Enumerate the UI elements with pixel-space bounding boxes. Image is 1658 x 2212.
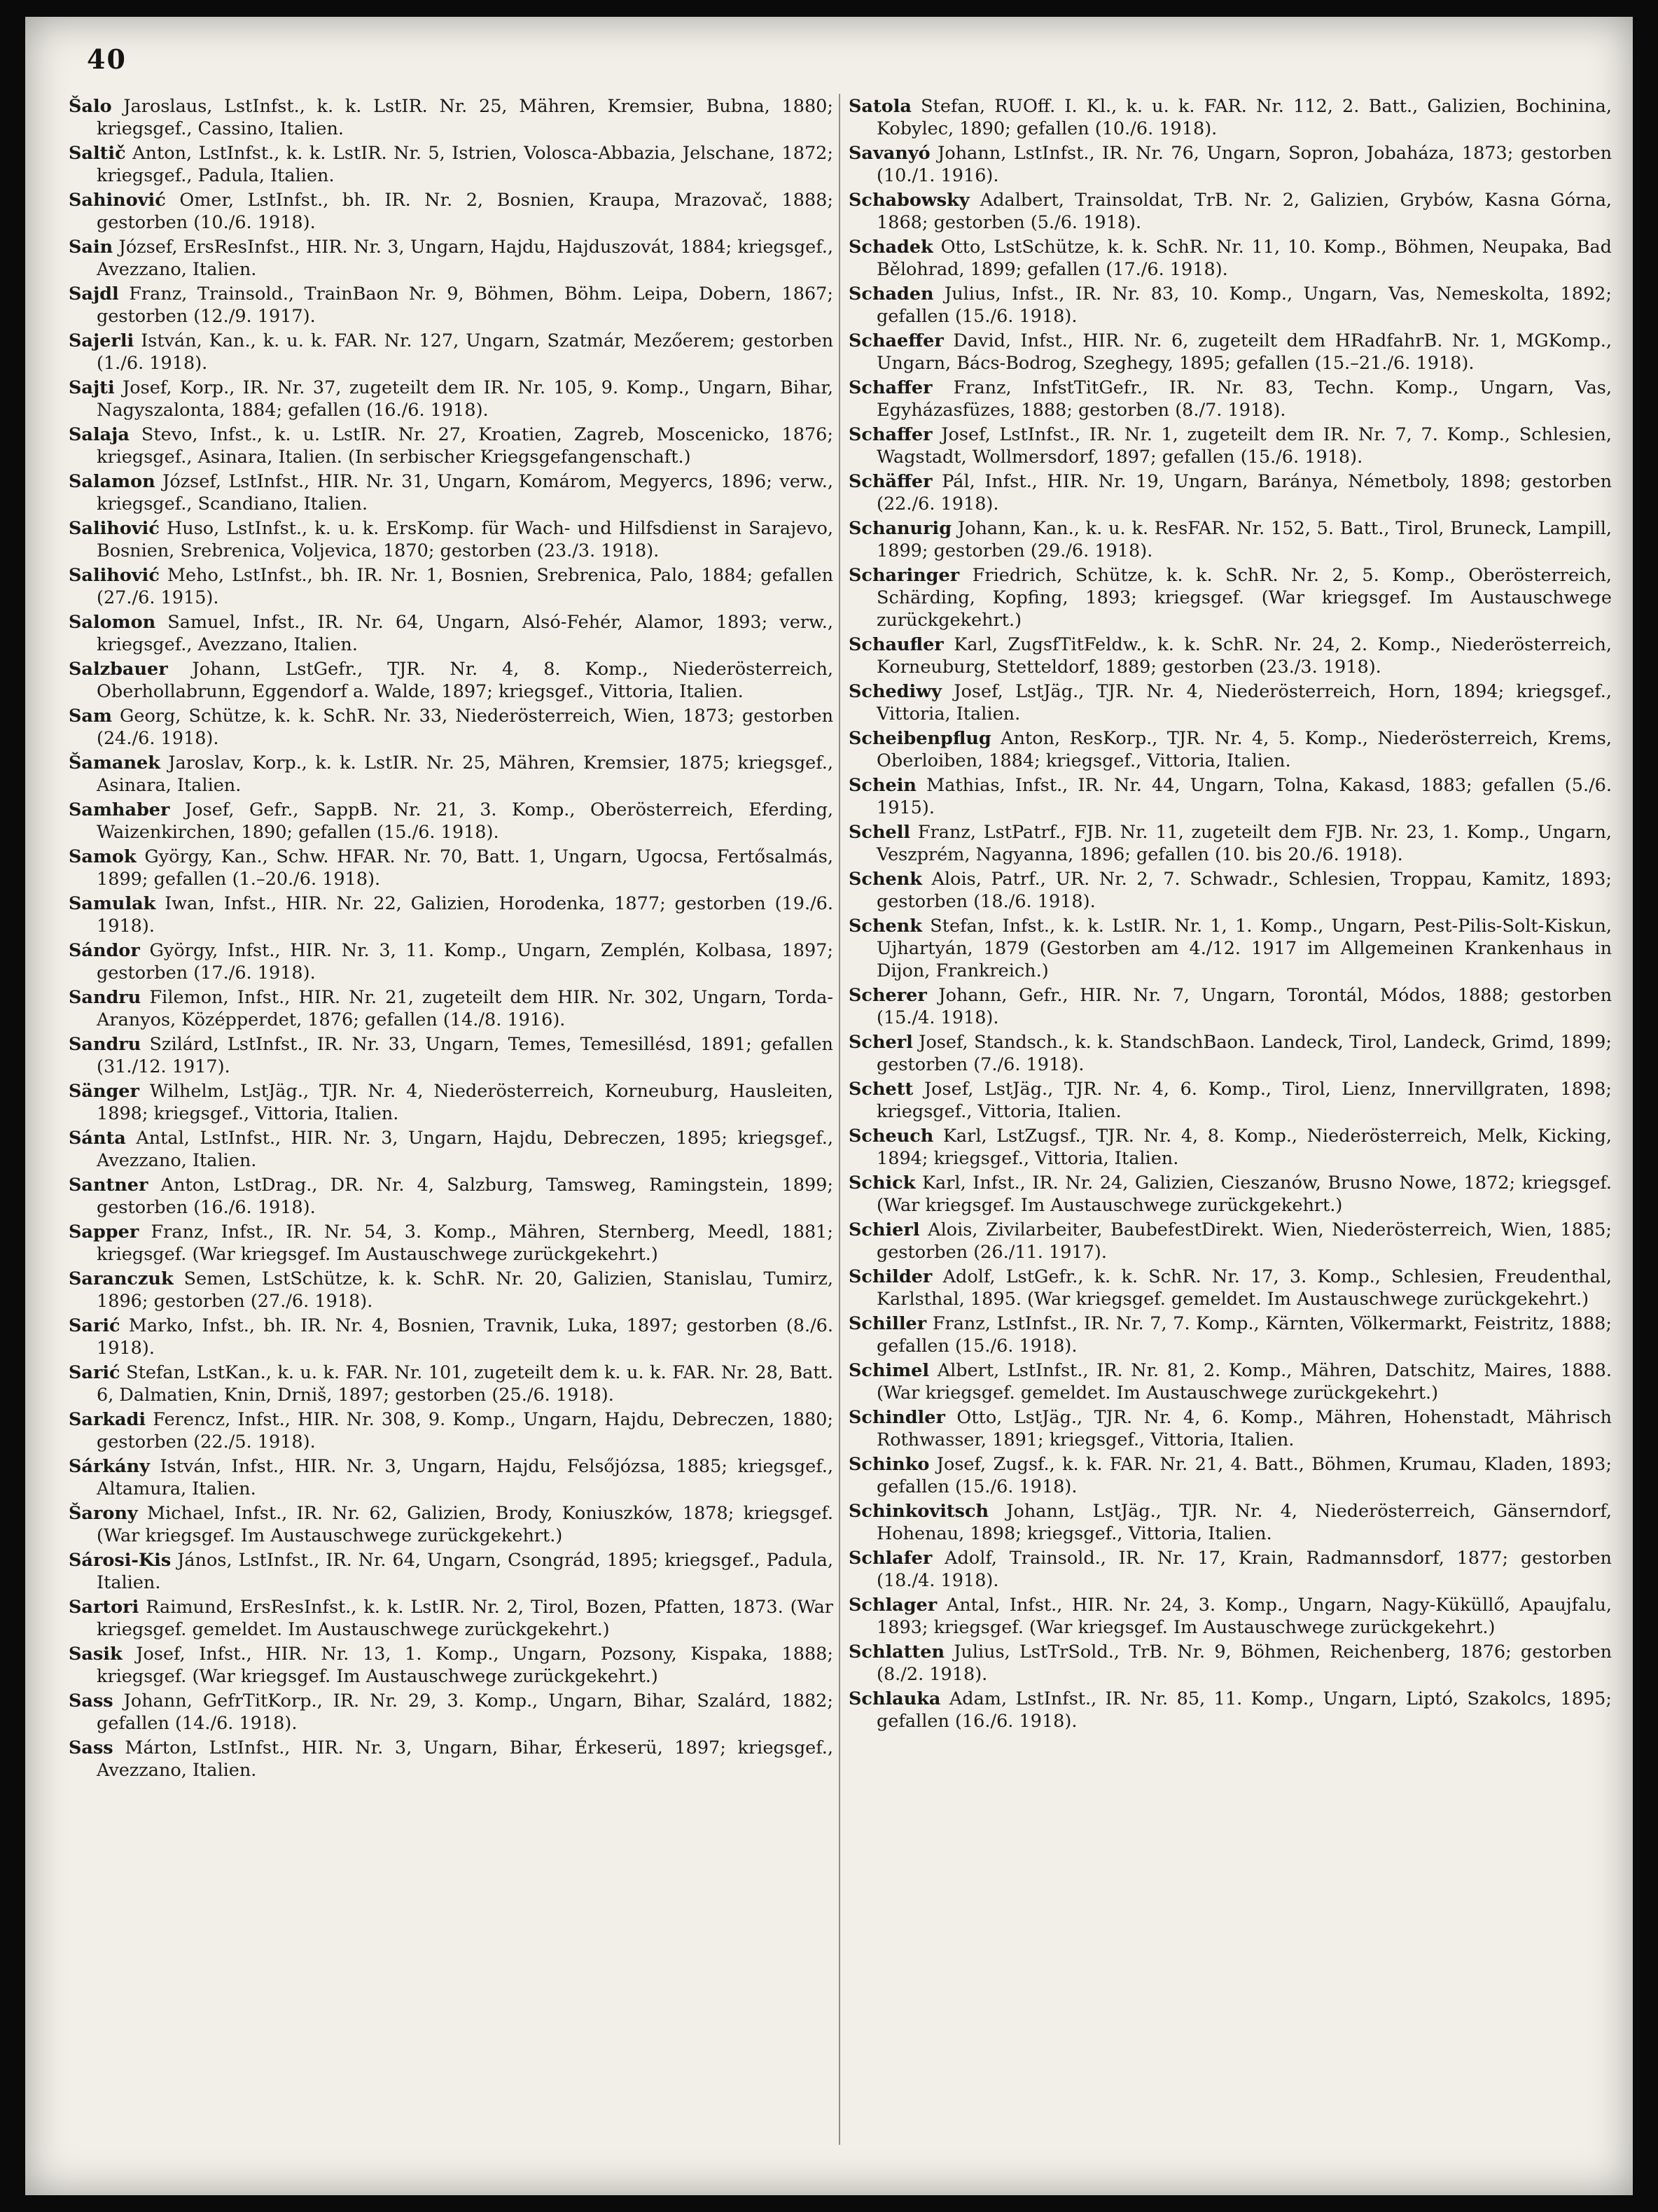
entry-surname: Schinkovitsch bbox=[849, 1501, 989, 1522]
register-entry bbox=[849, 1266, 1612, 1310]
left-column bbox=[69, 95, 833, 1784]
entry-surname: Sarić bbox=[69, 1315, 120, 1336]
entry-details: János, LstInfst., IR. Nr. 64, Ungarn, Csongrád, 1895; kriegsgef., Padula, Italien. bbox=[97, 1550, 833, 1593]
entry-details: Antal, Infst., HIR. Nr. 24, 3. Komp., Ungarn, Nagy-Küküllő, Apaujfalu, 1893; kriegsgef. (War kriegsgef. Im Austauschwege zurückgekehrt.) bbox=[877, 1595, 1612, 1638]
entry-surname: Schimel bbox=[849, 1360, 930, 1381]
entry-surname: Sartori bbox=[69, 1597, 139, 1618]
entry-details: Pál, Infst., HIR. Nr. 19, Ungarn, Baránya, Németboly, 1898; gestorben (22./6. 1918). bbox=[877, 471, 1612, 514]
entry-surname: Scheibenpflug bbox=[849, 728, 991, 749]
entry-details: Karl, LstZugsf., TJR. Nr. 4, 8. Komp., Niederösterreich, Melk, Kicking, 1894; kriegsgef., Vittoria, Italien. bbox=[877, 1126, 1612, 1169]
register-entry bbox=[69, 1502, 833, 1547]
register-entry bbox=[69, 1690, 833, 1735]
entry-details: Huso, LstInfst., k. u. k. ErsKomp. für Wach- und Hilfsdienst in Sarajevo, Bosnien, Srebrenica, Voljevica, 1870; gestorben (23./3. 1918). bbox=[97, 518, 833, 561]
entry-details: Wilhelm, LstJäg., TJR. Nr. 4, Niederösterreich, Korneuburg, Hausleiten, 1898; kriegsgef., Vittoria, Italien. bbox=[97, 1081, 833, 1124]
entry-details: Johann, LstInfst., IR. Nr. 76, Ungarn, Sopron, Jobaháza, 1873; gestorben (10./1. 1916). bbox=[877, 143, 1612, 186]
register-entry bbox=[849, 1547, 1612, 1592]
entry-details: Josef, Korp., IR. Nr. 37, zugeteilt dem IR. Nr. 105, 9. Komp., Ungarn, Bihar, Nagyszalonta, 1884; gefallen (16./6. 1918). bbox=[97, 377, 833, 421]
entry-details: Josef, Standsch., k. k. StandschBaon. Landeck, Tirol, Landeck, Grimd, 1899; gestorben (7./6. 1918). bbox=[877, 1032, 1612, 1075]
entry-details: Stefan, LstKan., k. u. k. FAR. Nr. 101, zugeteilt dem k. u. k. FAR. Nr. 28, Batt. 6, Dalmatien, Knin, Drniš, 1897; gestorben (25./6. 1918). bbox=[97, 1362, 833, 1406]
entry-details: Georg, Schütze, k. k. SchR. Nr. 33, Niederösterreich, Wien, 1873; gestorben (24./6. 1918). bbox=[97, 706, 833, 749]
entry-surname: Sajerli bbox=[69, 330, 134, 351]
register-entry bbox=[69, 1080, 833, 1125]
entry-surname: Schinko bbox=[849, 1454, 930, 1475]
register-entry bbox=[849, 1594, 1612, 1639]
entry-details: István, Kan., k. u. k. FAR. Nr. 127, Ungarn, Szatmár, Mezőerem; gestorben (1./6. 1918). bbox=[97, 330, 833, 374]
register-entry bbox=[849, 868, 1612, 913]
register-entry bbox=[849, 1453, 1612, 1498]
entry-surname: Schadek bbox=[849, 237, 933, 258]
entry-details: Adalbert, Trainsoldat, TrB. Nr. 2, Galizien, Grybów, Kasna Górna, 1868; gestorben (5./6. 1918). bbox=[877, 190, 1612, 233]
entry-surname: Sasik bbox=[69, 1644, 123, 1665]
register-entry bbox=[69, 1268, 833, 1312]
entry-surname: Schenk bbox=[849, 869, 922, 890]
register-entry bbox=[69, 189, 833, 234]
entry-details: Meho, LstInfst., bh. IR. Nr. 1, Bosnien, Srebrenica, Palo, 1884; gefallen (27./6. 1915). bbox=[97, 565, 833, 608]
entry-surname: Salihović bbox=[69, 518, 160, 539]
column-divider bbox=[839, 94, 840, 2145]
register-entry bbox=[69, 283, 833, 328]
entry-surname: Savanyó bbox=[849, 143, 931, 164]
entry-surname: Schaden bbox=[849, 284, 934, 304]
register-entry bbox=[849, 189, 1612, 234]
entry-details: Franz, LstPatrf., FJB. Nr. 11, zugeteilt dem FJB. Nr. 23, 1. Komp., Ungarn, Veszprém, Nagyanna, 1896; gefallen (10. bis 20./6. 1918). bbox=[877, 822, 1612, 865]
entry-details: Stevo, Infst., k. u. LstIR. Nr. 27, Kroatien, Zagreb, Moscenicko, 1876; kriegsgef., Asinara, Italien. (In serbischer Kriegsgefangenschaft.) bbox=[97, 424, 833, 468]
entry-details: Franz, Infst., IR. Nr. 54, 3. Komp., Mähren, Sternberg, Meedl, 1881; kriegsgef. (War kriegsgef. Im Austauschwege zurückgekehrt.) bbox=[97, 1222, 833, 1265]
register-entry bbox=[849, 517, 1612, 562]
register-entry bbox=[849, 142, 1612, 187]
entry-surname: Sajti bbox=[69, 377, 115, 398]
entry-details: David, Infst., HIR. Nr. 6, zugeteilt dem HRadfahrB. Nr. 1, MGKomp., Ungarn, Bács-Bodrog, Szeghegy, 1895; gefallen (15.–21./6. 1918). bbox=[877, 330, 1612, 374]
register-entry bbox=[69, 1127, 833, 1172]
entry-surname: Sahinović bbox=[69, 190, 166, 211]
entry-surname: Schanurig bbox=[849, 518, 952, 539]
register-entry bbox=[69, 95, 833, 140]
entry-details: Johann, LstJäg., TJR. Nr. 4, Niederösterreich, Gänserndorf, Hohenau, 1898; kriegsgef., Vittoria, Italien. bbox=[877, 1501, 1612, 1544]
register-entry bbox=[69, 1174, 833, 1219]
entry-surname: Šarony bbox=[69, 1503, 138, 1524]
register-entry bbox=[849, 634, 1612, 678]
register-entry bbox=[849, 821, 1612, 866]
register-entry bbox=[849, 774, 1612, 819]
entry-surname: Sarić bbox=[69, 1362, 120, 1383]
register-entry bbox=[69, 752, 833, 797]
entry-surname: Schlatten bbox=[849, 1642, 945, 1662]
page-number: 40 bbox=[87, 43, 127, 75]
entry-details: György, Infst., HIR. Nr. 3, 11. Komp., Ungarn, Zemplén, Kolbasa, 1897; gestorben (17./6. 1918). bbox=[97, 940, 833, 983]
register-entry bbox=[849, 1688, 1612, 1732]
entry-details: Alois, Patrf., UR. Nr. 2, 7. Schwadr., Schlesien, Troppau, Kamitz, 1893; gestorben (18./6. 1918). bbox=[877, 869, 1612, 912]
entry-surname: Schediwy bbox=[849, 681, 942, 702]
entry-surname: Sánta bbox=[69, 1128, 126, 1149]
entry-details: Adolf, LstGefr., k. k. SchR. Nr. 17, 3. Komp., Schlesien, Freudenthal, Karlsthal, 1895. (War kriegsgef. gemeldet. Im Austauschwege zurückgekehrt.) bbox=[877, 1266, 1612, 1310]
entry-surname: Sándor bbox=[69, 940, 140, 961]
entry-surname: Schabowsky bbox=[849, 190, 970, 211]
entry-details: Otto, LstSchütze, k. k. SchR. Nr. 11, 10. Komp., Böhmen, Neupaka, Bad Bělohrad, 1899; gefallen (17./6. 1918). bbox=[877, 237, 1612, 280]
entry-details: Márton, LstInfst., HIR. Nr. 3, Ungarn, Bihar, Érkeserü, 1897; kriegsgef., Avezzano, Italien. bbox=[97, 1737, 833, 1781]
register-entry bbox=[69, 705, 833, 750]
entry-details: Iwan, Infst., HIR. Nr. 22, Galizien, Horodenka, 1877; gestorben (19./6. 1918). bbox=[97, 893, 833, 937]
entry-details: Anton, LstDrag., DR. Nr. 4, Salzburg, Tamsweg, Ramingstein, 1899; gestorben (16./6. 1918). bbox=[97, 1175, 833, 1218]
entry-surname: Šamanek bbox=[69, 752, 160, 774]
register-entry bbox=[849, 1172, 1612, 1217]
register-entry bbox=[69, 1033, 833, 1078]
entry-details: József, ErsResInfst., HIR. Nr. 3, Ungarn, Hajdu, Hajduszovát, 1884; kriegsgef., Avezzano, Italien. bbox=[97, 237, 833, 280]
entry-details: Josef, LstInfst., IR. Nr. 1, zugeteilt dem IR. Nr. 7, 7. Komp., Schlesien, Wagstadt, Wollmersdorf, 1897; gefallen (15./6. 1918). bbox=[877, 424, 1612, 468]
entry-surname: Scharinger bbox=[849, 565, 960, 586]
entry-details: Omer, LstInfst., bh. IR. Nr. 2, Bosnien, Kraupa, Mrazovač, 1888; gestorben (10./6. 1918). bbox=[97, 190, 833, 233]
entry-surname: Schenk bbox=[849, 916, 922, 937]
entry-surname: Sárkány bbox=[69, 1456, 150, 1477]
right-column bbox=[849, 95, 1612, 1735]
entry-surname: Salamon bbox=[69, 471, 155, 492]
entry-details: Antal, LstInfst., HIR. Nr. 3, Ungarn, Hajdu, Debreczen, 1895; kriegsgef., Avezzano, Italien. bbox=[97, 1128, 833, 1171]
entry-surname: Schick bbox=[849, 1172, 916, 1194]
register-entry bbox=[69, 892, 833, 937]
register-entry bbox=[69, 1643, 833, 1688]
entry-surname: Salzbauer bbox=[69, 659, 168, 680]
entry-details: Josef, LstJäg., TJR. Nr. 4, Niederösterreich, Horn, 1894; kriegsgef., Vittoria, Italien. bbox=[877, 681, 1612, 724]
register-entry bbox=[69, 564, 833, 609]
entry-surname: Sain bbox=[69, 237, 113, 258]
entry-surname: Sárosi-Kis bbox=[69, 1550, 172, 1571]
entry-details: Mathias, Infst., IR. Nr. 44, Ungarn, Tolna, Kakasd, 1883; gefallen (5./6. 1915). bbox=[877, 775, 1612, 818]
register-entry bbox=[69, 1549, 833, 1594]
register-entry bbox=[69, 330, 833, 374]
register-entry bbox=[69, 470, 833, 515]
entry-surname: Santner bbox=[69, 1175, 148, 1196]
entry-details: Josef, LstJäg., TJR. Nr. 4, 6. Komp., Tirol, Lienz, Innervillgraten, 1898; kriegsgef., Vittoria, Italien. bbox=[877, 1079, 1612, 1122]
entry-details: Johann, LstGefr., TJR. Nr. 4, 8. Komp., Niederösterreich, Oberhollabrunn, Eggendorf a. Walde, 1897; kriegsgef., Vittoria, Italien. bbox=[97, 659, 833, 702]
entry-surname: Schaffer bbox=[849, 377, 933, 398]
entry-details: Johann, Kan., k. u. k. ResFAR. Nr. 152, 5. Batt., Tirol, Bruneck, Lampill, 1899; gestorben (29./6. 1918). bbox=[877, 518, 1612, 561]
register-entry bbox=[69, 986, 833, 1031]
entry-surname: Satola bbox=[849, 96, 912, 117]
register-entry bbox=[849, 424, 1612, 468]
register-entry bbox=[849, 377, 1612, 421]
register-entry bbox=[849, 1219, 1612, 1264]
entry-details: Josef, Gefr., SappB. Nr. 21, 3. Komp., Oberösterreich, Eferding, Waizenkirchen, 1890; gefallen (15./6. 1918). bbox=[97, 799, 833, 843]
entry-surname: Samok bbox=[69, 846, 137, 867]
entry-surname: Schlafer bbox=[849, 1548, 933, 1569]
entry-surname: Schäffer bbox=[849, 471, 933, 492]
entry-details: Stefan, RUOff. I. Kl., k. u. k. FAR. Nr. 112, 2. Batt., Galizien, Bochinina, Kobylec, 1890; gefallen (10./6. 1918). bbox=[877, 96, 1612, 139]
register-entry bbox=[69, 1221, 833, 1266]
register-entry bbox=[69, 142, 833, 187]
entry-details: György, Kan., Schw. HFAR. Nr. 70, Batt. 1, Ungarn, Ugocsa, Fertősalmás, 1899; gefallen (1.–20./6. 1918). bbox=[97, 846, 833, 890]
entry-details: Adolf, Trainsold., IR. Nr. 17, Krain, Radmannsdorf, 1877; gestorben (18./4. 1918). bbox=[877, 1548, 1612, 1591]
register-entry bbox=[849, 1359, 1612, 1404]
entry-surname: Schierl bbox=[849, 1219, 920, 1240]
document-page bbox=[25, 17, 1633, 2195]
entry-details: Julius, LstTrSold., TrB. Nr. 9, Böhmen, Reichenberg, 1876; gestorben (8./2. 1918). bbox=[877, 1642, 1612, 1685]
entry-surname: Schilder bbox=[849, 1266, 933, 1287]
entry-details: Jaroslaus, LstInfst., k. k. LstIR. Nr. 25, Mähren, Kremsier, Bubna, 1880; kriegsgef., Cassino, Italien. bbox=[97, 96, 833, 139]
entry-surname: Šalo bbox=[69, 96, 112, 117]
entry-details: Samuel, Infst., IR. Nr. 64, Ungarn, Alsó-Fehér, Alamor, 1893; verw., kriegsgef., Avezzano, Italien. bbox=[97, 612, 833, 655]
register-entry bbox=[849, 727, 1612, 772]
entry-surname: Samulak bbox=[69, 893, 156, 914]
entry-surname: Sajdl bbox=[69, 284, 119, 304]
entry-surname: Sandru bbox=[69, 987, 141, 1008]
entry-surname: Salaja bbox=[69, 424, 130, 445]
entry-surname: Scherl bbox=[849, 1032, 913, 1053]
register-entry bbox=[69, 377, 833, 421]
register-entry bbox=[849, 470, 1612, 515]
entry-details: Franz, LstInfst., IR. Nr. 7, 7. Komp., Kärnten, Völkermarkt, Feistritz, 1888; gefallen (15./6. 1918). bbox=[877, 1313, 1612, 1357]
entry-surname: Sam bbox=[69, 706, 112, 727]
entry-details: Karl, Infst., IR. Nr. 24, Galizien, Cieszanów, Brusno Nowe, 1872; kriegsgef. (War kriegsgef. Im Austauschwege zurückgekehrt.) bbox=[877, 1172, 1612, 1216]
entry-surname: Sänger bbox=[69, 1081, 139, 1102]
entry-surname: Schein bbox=[849, 775, 917, 796]
register-entry bbox=[69, 1737, 833, 1782]
entry-surname: Salomon bbox=[69, 612, 156, 633]
register-entry bbox=[849, 1641, 1612, 1686]
entry-surname: Schlauka bbox=[849, 1688, 941, 1709]
entry-surname: Schaffer bbox=[849, 424, 933, 445]
register-entry bbox=[849, 564, 1612, 631]
entry-details: Karl, ZugsfTitFeldw., k. k. SchR. Nr. 24, 2. Komp., Niederösterreich, Korneuburg, Stetteldorf, 1889; gestorben (23./3. 1918). bbox=[877, 634, 1612, 678]
register-entry bbox=[69, 799, 833, 844]
entry-details: Ferencz, Infst., HIR. Nr. 308, 9. Komp., Ungarn, Hajdu, Debreczen, 1880; gestorben (22./5. 1918). bbox=[97, 1409, 833, 1452]
register-entry bbox=[69, 517, 833, 562]
register-entry bbox=[849, 1125, 1612, 1170]
register-entry bbox=[849, 1031, 1612, 1076]
register-entry bbox=[69, 658, 833, 703]
register-entry bbox=[69, 846, 833, 890]
register-entry bbox=[69, 424, 833, 468]
entry-surname: Sandru bbox=[69, 1034, 141, 1055]
entry-details: Filemon, Infst., HIR. Nr. 21, zugeteilt dem HIR. Nr. 302, Ungarn, Torda-Aranyos, Középperdet, 1876; gefallen (14./8. 1916). bbox=[97, 987, 833, 1030]
entry-details: Adam, LstInfst., IR. Nr. 85, 11. Komp., Ungarn, Liptó, Szakolcs, 1895; gefallen (16./6. 1918). bbox=[877, 1688, 1612, 1732]
entry-details: Stefan, Infst., k. k. LstIR. Nr. 1, 1. Komp., Ungarn, Pest-Pilis-Solt-Kiskun, Ujhartyán, 1879 (Gestorben am 4./12. 1917 im Allgemeinen Krankenhaus in Dijon, Frankreich.) bbox=[877, 916, 1612, 981]
register-entry bbox=[69, 1315, 833, 1359]
entry-surname: Scherer bbox=[849, 985, 927, 1006]
entry-details: Szilárd, LstInfst., IR. Nr. 33, Ungarn, Temes, Temesillésd, 1891; gefallen (31./12. 1917). bbox=[97, 1034, 833, 1077]
register-entry bbox=[849, 984, 1612, 1029]
entry-details: József, LstInfst., HIR. Nr. 31, Ungarn, Komárom, Megyercs, 1896; verw., kriegsgef., Scandiano, Italien. bbox=[97, 471, 833, 514]
entry-details: Anton, LstInfst., k. k. LstIR. Nr. 5, Istrien, Volosca-Abbazia, Jelschane, 1872; kriegsgef., Padula, Italien. bbox=[97, 143, 833, 186]
entry-details: Marko, Infst., bh. IR. Nr. 4, Bosnien, Travnik, Luka, 1897; gestorben (8./6. 1918). bbox=[97, 1315, 833, 1359]
entry-details: Franz, Trainsold., TrainBaon Nr. 9, Böhmen, Böhm. Leipa, Dobern, 1867; gestorben (12./9. 1917). bbox=[97, 284, 833, 327]
entry-details: Otto, LstJäg., TJR. Nr. 4, 6. Komp., Mähren, Hohenstadt, Mährisch Rothwasser, 1891; kriegsgef., Vittoria, Italien. bbox=[877, 1407, 1612, 1450]
entry-details: Josef, Infst., HIR. Nr. 13, 1. Komp., Ungarn, Pozsony, Kispaka, 1888; kriegsgef. (War kriegsgef. Im Austauschwege zurückgekehrt.) bbox=[97, 1644, 833, 1687]
entry-details: Alois, Zivilarbeiter, BaubefestDirekt. Wien, Niederösterreich, Wien, 1885; gestorben (26./11. 1917). bbox=[877, 1219, 1612, 1263]
register-entry bbox=[69, 1362, 833, 1406]
entry-surname: Sapper bbox=[69, 1222, 139, 1242]
entry-surname: Schaeffer bbox=[849, 330, 944, 351]
entry-surname: Schaufler bbox=[849, 634, 944, 655]
entry-details: Friedrich, Schütze, k. k. SchR. Nr. 2, 5. Komp., Oberösterreich, Schärding, Kopfing, 1893; kriegsgef. (War kriegsgef. Im Austauschwege zurückgekehrt.) bbox=[877, 565, 1612, 631]
entry-surname: Schell bbox=[849, 822, 911, 843]
entry-surname: Sass bbox=[69, 1690, 113, 1712]
register-entry bbox=[849, 95, 1612, 140]
entry-details: Raimund, ErsResInfst., k. k. LstIR. Nr. 2, Tirol, Bozen, Pfatten, 1873. (War kriegsgef. gemeldet. Im Austauschwege zurückgekehrt.) bbox=[97, 1597, 833, 1640]
register-entry bbox=[849, 680, 1612, 725]
entry-details: Julius, Infst., IR. Nr. 83, 10. Komp., Ungarn, Vas, Nemeskolta, 1892; gefallen (15./6. 1918). bbox=[877, 284, 1612, 327]
entry-surname: Sass bbox=[69, 1737, 113, 1758]
entry-surname: Samhaber bbox=[69, 799, 170, 820]
entry-details: Michael, Infst., IR. Nr. 62, Galizien, Brody, Koniuszków, 1878; kriegsgef. (War kriegsgef. Im Austauschwege zurückgekehrt.) bbox=[97, 1503, 833, 1546]
entry-surname: Saranczuk bbox=[69, 1268, 174, 1289]
register-entry bbox=[849, 283, 1612, 328]
entry-details: Jaroslav, Korp., k. k. LstIR. Nr. 25, Mähren, Kremsier, 1875; kriegsgef., Asinara, Italien. bbox=[97, 752, 833, 796]
entry-surname: Schett bbox=[849, 1079, 914, 1100]
register-entry bbox=[69, 1408, 833, 1453]
register-entry bbox=[849, 236, 1612, 281]
register-entry bbox=[849, 915, 1612, 982]
entry-details: Johann, GefrTitKorp., IR. Nr. 29, 3. Komp., Ungarn, Bihar, Szalárd, 1882; gefallen (14./6. 1918). bbox=[97, 1690, 833, 1734]
register-entry bbox=[849, 330, 1612, 374]
register-entry bbox=[849, 1312, 1612, 1357]
entry-details: Josef, Zugsf., k. k. FAR. Nr. 21, 4. Batt., Böhmen, Krumau, Kladen, 1893; gefallen (15./6. 1918). bbox=[877, 1454, 1612, 1497]
entry-surname: Schlager bbox=[849, 1595, 938, 1616]
register-entry bbox=[69, 939, 833, 984]
register-entry bbox=[69, 1596, 833, 1641]
entry-surname: Scheuch bbox=[849, 1126, 934, 1147]
entry-surname: Salihović bbox=[69, 565, 160, 586]
entry-details: Albert, LstInfst., IR. Nr. 81, 2. Komp., Mähren, Datschitz, Maires, 1888. (War kriegsgef. gemeldet. Im Austauschwege zurückgekehrt.) bbox=[877, 1360, 1612, 1404]
entry-surname: Schindler bbox=[849, 1407, 945, 1428]
entry-details: Anton, ResKorp., TJR. Nr. 4, 5. Komp., Niederösterreich, Krems, Oberloiben, 1884; kriegsgef., Vittoria, Italien. bbox=[877, 728, 1612, 771]
entry-details: Franz, InfstTitGefr., IR. Nr. 83, Techn. Komp., Ungarn, Vas, Egyházasfüzes, 1888; gestorben (8./7. 1918). bbox=[877, 377, 1612, 421]
register-entry bbox=[849, 1406, 1612, 1451]
entry-details: Semen, LstSchütze, k. k. SchR. Nr. 20, Galizien, Stanislau, Tumirz, 1896; gestorben (27./6. 1918). bbox=[97, 1268, 833, 1312]
entry-surname: Schiller bbox=[849, 1313, 927, 1334]
entry-details: Johann, Gefr., HIR. Nr. 7, Ungarn, Torontál, Módos, 1888; gestorben (15./4. 1918). bbox=[877, 985, 1612, 1028]
register-entry bbox=[69, 236, 833, 281]
register-entry bbox=[849, 1500, 1612, 1545]
entry-surname: Sarkadi bbox=[69, 1409, 146, 1430]
entry-surname: Saltič bbox=[69, 143, 126, 164]
entry-details: István, Infst., HIR. Nr. 3, Ungarn, Hajdu, Felsőjózsa, 1885; kriegsgef., Altamura, Italien. bbox=[97, 1456, 833, 1499]
register-entry bbox=[69, 611, 833, 656]
register-entry bbox=[69, 1455, 833, 1500]
register-entry bbox=[849, 1078, 1612, 1123]
